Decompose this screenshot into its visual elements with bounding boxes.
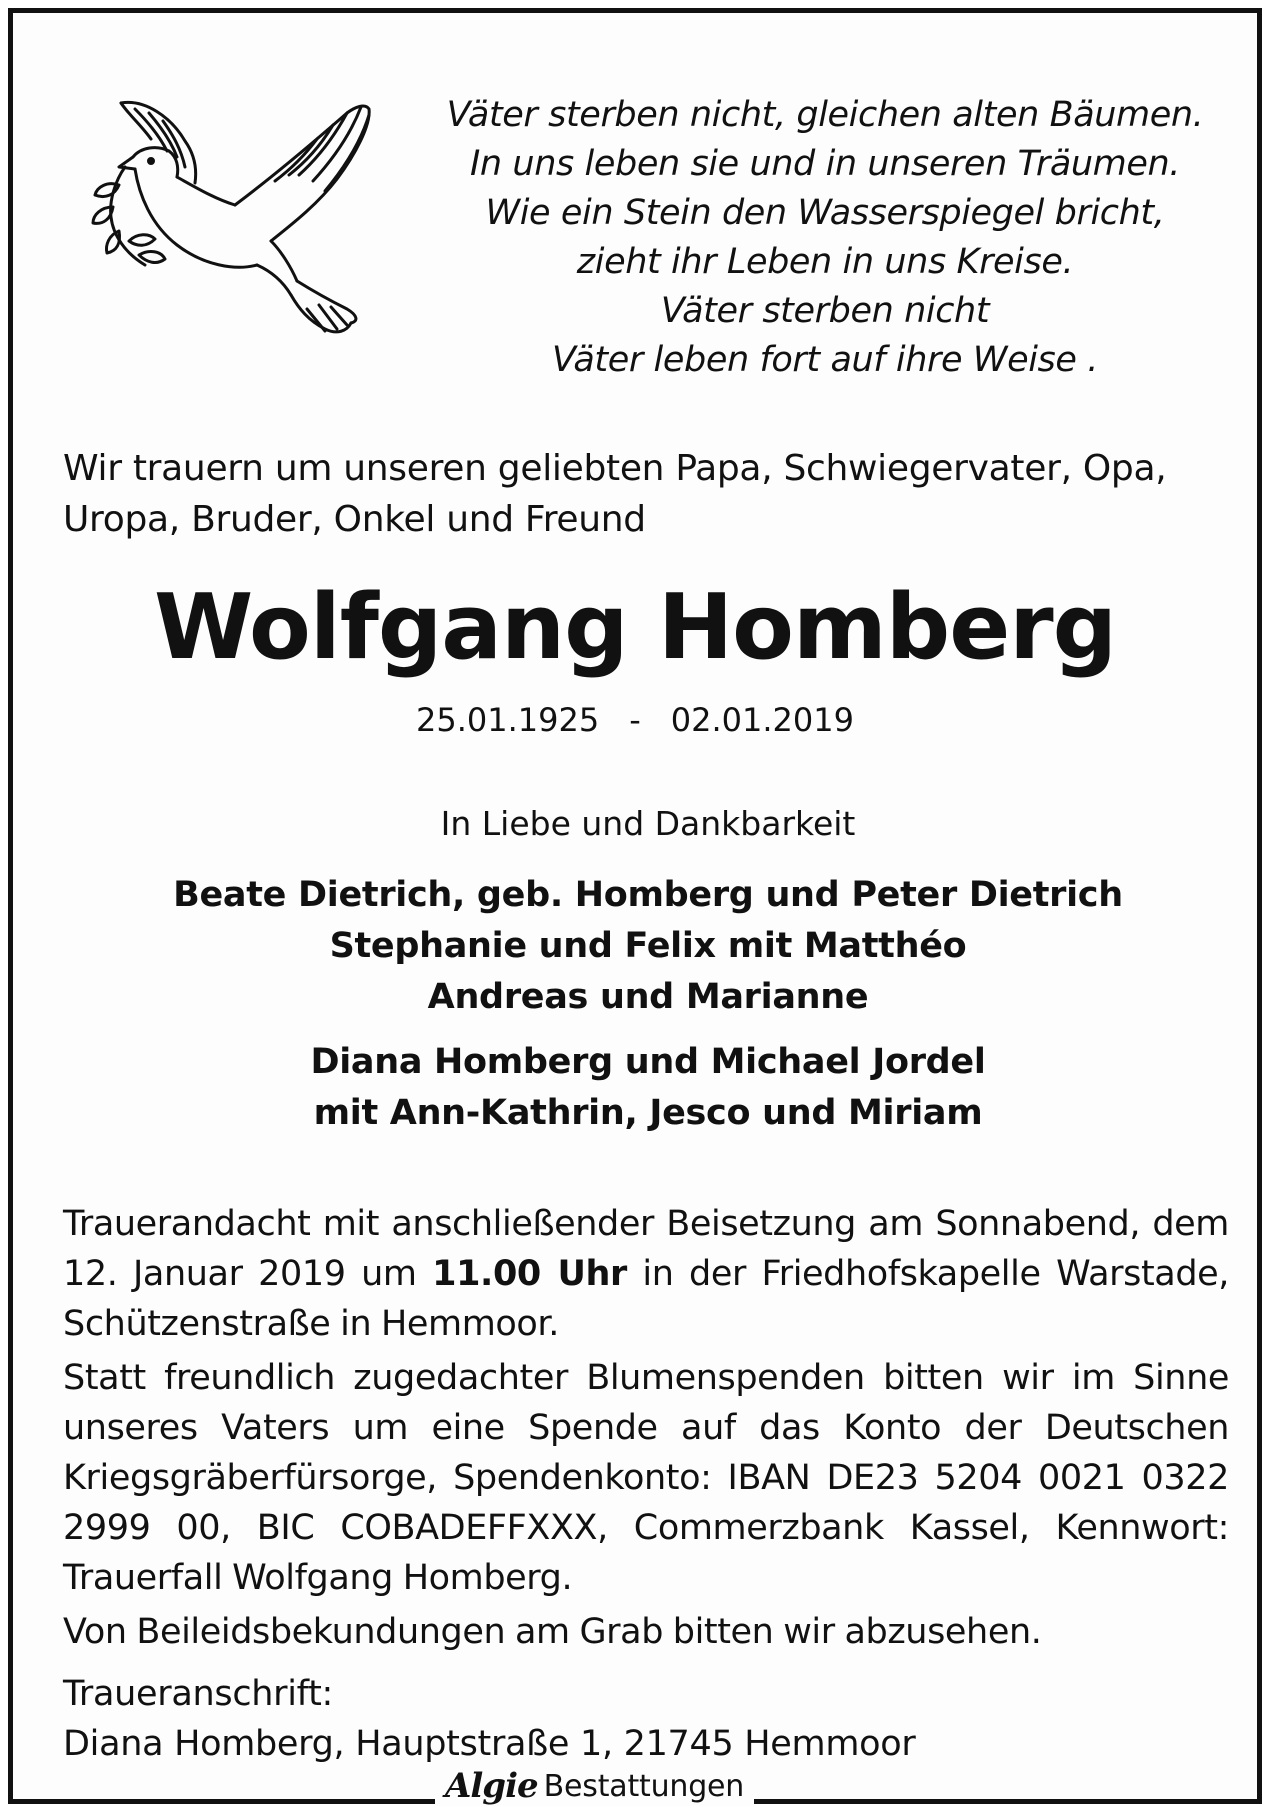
funeral-home-logo: Algie [445, 1766, 538, 1806]
obituary-content [13, 13, 1257, 1799]
mourners-group-1 [13, 870, 1280, 1023]
death-date: 02.01.2019 [670, 701, 854, 739]
poem-line: Väter sterben nicht, gleichen alten Bäumen. [446, 95, 1204, 135]
mourning-address [63, 1669, 915, 1769]
funeral-home-name: Bestattungen [543, 1768, 745, 1804]
poem-line: zieht ihr Leben in uns Kreise. [576, 242, 1074, 282]
donation-paragraph: Statt freundlich zugedachter Blumenspenden bitten wir im Sinne unseres Vaters um eine Spende auf das Konto der Deutschen Kriegsgräberfürsorge, Spendenkonto: IBAN DE23 5204 0021 0322 2999 00, BIC COBADEFFXXX, Commerzbank Kassel, Kennwort: Trauerfall Wolfgang Homberg. [63, 1358, 1229, 1598]
funeral-service-paragraph [63, 1199, 1229, 1349]
poem-line: Väter leben fort auf ihre Weise . [552, 340, 1098, 380]
obituary-frame [8, 8, 1262, 1804]
dove-with-olive-branch-icon [85, 95, 407, 373]
intro-line: Uropa, Bruder, Onkel und Freund [63, 499, 646, 540]
funeral-home-credit [435, 1766, 754, 1806]
service-details [63, 1199, 1229, 1661]
life-dates [13, 698, 1257, 742]
date-separator: - [629, 701, 641, 739]
service-text-end: in der Friedhofskapelle Warstade, Schützenstraße in Hemmoor. [63, 1254, 1230, 1344]
poem-line: Wie ein Stein den Wasserspiegel bricht, [485, 193, 1165, 233]
mourning-intro [63, 443, 1233, 545]
service-time: 11.00 Uhr [432, 1254, 627, 1294]
mourner-line: Andreas und Marianne [427, 977, 869, 1017]
deceased-name: Wolfgang Homberg [153, 575, 1117, 680]
mourner-line: Diana Homberg und Michael Jordel [310, 1042, 986, 1082]
address-line: Diana Homberg, Hauptstraße 1, 21745 Hemmoor [63, 1724, 916, 1764]
birth-date: 25.01.1925 [416, 701, 600, 739]
closing-phrase: In Liebe und Dankbarkeit [440, 804, 856, 843]
mourner-line: Stephanie und Felix mit Matthéo [329, 926, 967, 966]
address-label: Traueranschrift: [63, 1674, 334, 1714]
service-text-start: Trauerandacht mit anschließender Beisetzung am Sonnabend, dem 12. Januar 2019 um [63, 1204, 1229, 1294]
poem [405, 91, 1245, 385]
poem-line: In uns leben sie und in unseren Träumen. [469, 144, 1180, 184]
condolence-paragraph: Von Beileidsbekundungen am Grab bitten wir abzusehen. [63, 1612, 1042, 1652]
mourner-line: Beate Dietrich, geb. Homberg und Peter Dietrich [173, 875, 1123, 915]
mourner-line: mit Ann-Kathrin, Jesco und Miriam [313, 1093, 983, 1133]
mourners-group-2 [13, 1037, 1280, 1139]
poem-line: Väter sterben nicht [660, 291, 990, 331]
intro-line: Wir trauern um unseren geliebten Papa, Schwiegervater, Opa, [63, 448, 1167, 489]
